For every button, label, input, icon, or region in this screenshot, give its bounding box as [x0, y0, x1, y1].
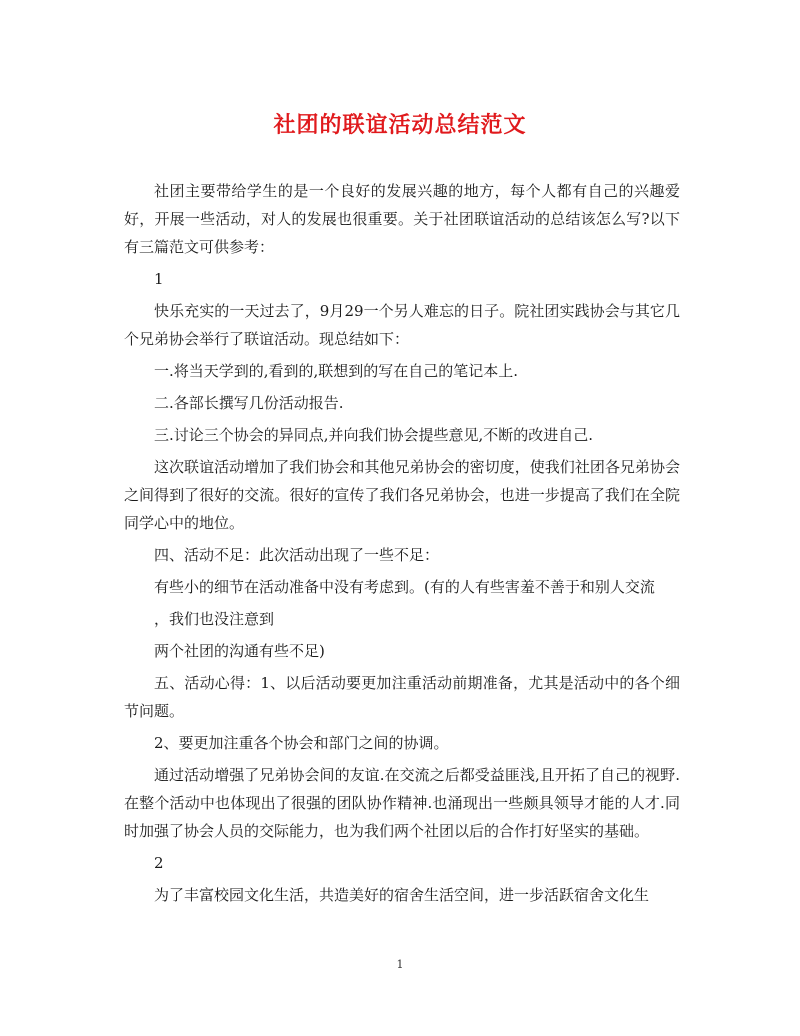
section-number-1: 1: [154, 270, 164, 288]
paragraph: 五、活动心得：1、以后活动要更加注重活动前期准备，尤其是活动中的各个细节问题。: [124, 674, 680, 720]
paragraph: 快乐充实的一天过去了，9月29一个另人难忘的日子。院社团实践协会与其它几个兄弟协会举行了联谊活动。现总结如下：: [124, 302, 680, 348]
document-title: 社团的联谊活动总结范文: [273, 112, 527, 138]
section-number-2: 2: [154, 854, 164, 872]
list-item: 一.将当天学到的,看到的,联想到的写在自己的笔记本上.: [154, 362, 519, 380]
paragraph: 两个社团的沟通有些不足): [154, 642, 325, 660]
paragraph: 这次联谊活动增加了我们协会和其他兄弟协会的密切度，使我们社团各兄弟协会之间得到了很好的交流。很好的宣传了我们各兄弟协会，也进一步提高了我们在全院同学心中的地位。: [124, 458, 680, 532]
paragraph: 四、活动不足：此次活动出现了一些不足：: [154, 546, 440, 564]
paragraph: 有些小的细节在活动准备中没有考虑到。(有的人有些害羞不善于和别人交流: [154, 578, 655, 596]
paragraph-intro: 社团主要带给学生的是一个良好的发展兴趣的地方，每个人都有自己的兴趣爱好，开展一些活动，对人的发展也很重要。关于社团联谊活动的总结该怎么写?以下有三篇范文可供参考：: [124, 182, 680, 256]
list-item: 三.讨论三个协会的异同点,并向我们协会提些意见,不断的改进自己.: [154, 426, 594, 444]
page-number: 1: [396, 958, 404, 971]
document-body: [124, 177, 680, 913]
paragraph: 通过活动增强了兄弟协会间的友谊.在交流之后都受益匪浅,且开拓了自己的视野.在整个活动中也体现出了很强的团队协作精神.也涌现出一些颇具领导才能的人才.同时加强了协会人员的交际能力，也为我们两个社团以后的合作打好坚实的基础。: [124, 766, 680, 840]
paragraph: ，我们也没注意到: [154, 610, 275, 628]
list-item: 二.各部长撰写几份活动报告.: [154, 394, 344, 412]
paragraph: 为了丰富校园文化生活，共造美好的宿舍生活空间，进一步活跃宿舍文化生: [154, 886, 650, 904]
paragraph: 2、要更加注重各个协会和部门之间的协调。: [154, 734, 449, 752]
